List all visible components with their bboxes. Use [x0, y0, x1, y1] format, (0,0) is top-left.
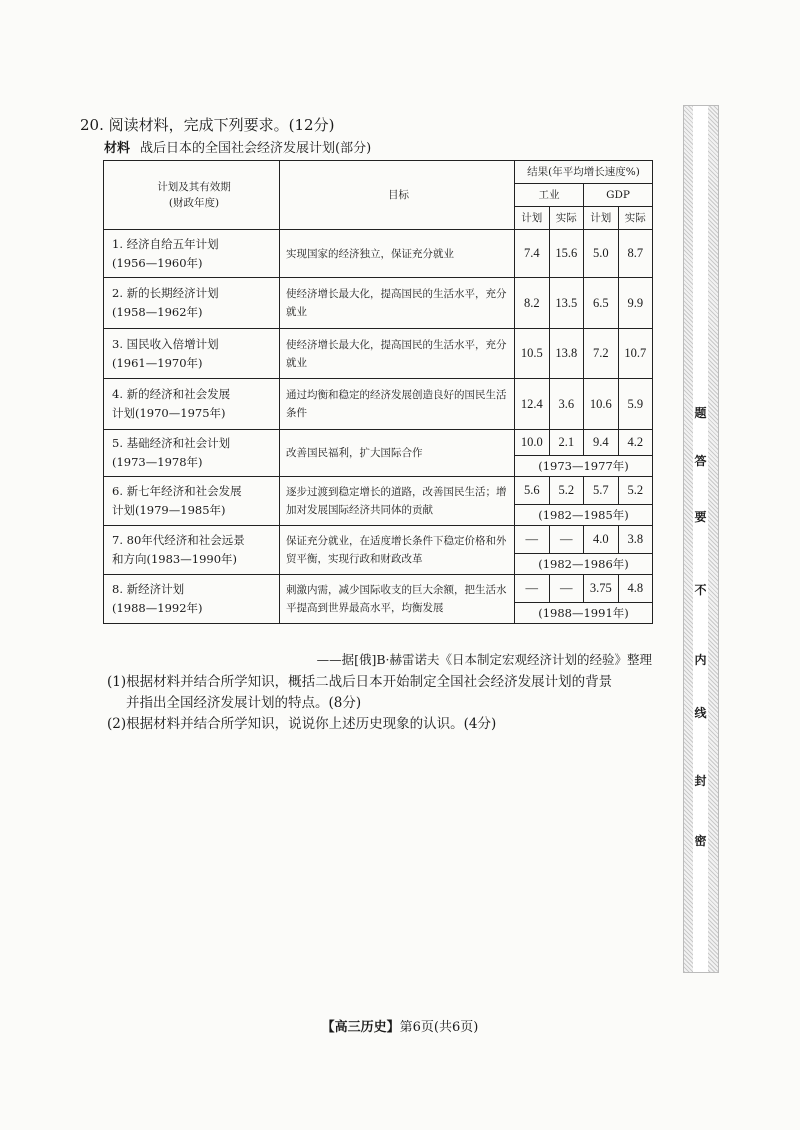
industry-actual: 3.6 — [549, 379, 584, 430]
industry-actual: 2.1 — [549, 430, 584, 456]
gdp-planned: 4.0 — [584, 526, 619, 554]
seal-char: 封 — [694, 774, 707, 788]
header-gdp-planned: 计划 — [584, 207, 619, 230]
plan-period: 和方向(1983—1990年) — [112, 552, 238, 566]
header-gdp-actual: 实际 — [618, 207, 653, 230]
plan-name: 4. 新的经济和社会发展 — [112, 387, 231, 401]
seal-char: 题 — [694, 406, 707, 420]
seal-char: 内 — [694, 653, 707, 667]
plan-cell — [104, 278, 280, 329]
header-goal: 目标 — [280, 161, 515, 230]
sub-question-2: (2)根据材料并结合所学知识，说说你上述历史现象的认识。(4分) — [107, 716, 497, 732]
table-row — [104, 329, 653, 379]
plan-period: (1961—1970年) — [112, 355, 203, 370]
industry-planned: 7.4 — [515, 230, 550, 278]
plan-name: 2. 新的长期经济计划 — [112, 286, 219, 300]
plan-period: 计划(1970—1975年) — [112, 406, 226, 420]
industry-actual: — — [549, 575, 584, 603]
plan-period: (1958—1962年) — [112, 305, 203, 319]
plan-cell — [104, 329, 280, 379]
industry-planned: 10.5 — [515, 329, 550, 379]
gdp-actual: 5.2 — [618, 477, 653, 505]
plan-name: 5. 基础经济和社会计划 — [112, 436, 231, 450]
sub-question-1: (1)根据材料并结合所学知识，概括二战后日本开始制定全国社会经济发展计划的背景 — [107, 674, 613, 690]
gdp-actual: 4.2 — [618, 430, 653, 456]
gdp-planned: 7.2 — [584, 329, 619, 379]
gdp-planned: 5.0 — [584, 230, 619, 278]
table-row — [104, 430, 653, 456]
plan-name: 3. 国民收入倍增计划 — [112, 336, 219, 351]
table-row — [104, 278, 653, 329]
gdp-planned: 3.75 — [584, 575, 619, 603]
plan-period: (1973—1978年) — [112, 455, 203, 469]
plan-name: 1. 经济自给五年计划 — [112, 236, 219, 251]
plan-period: (1956—1960年) — [112, 255, 203, 270]
gdp-actual: 4.8 — [618, 575, 653, 603]
gdp-planned: 6.5 — [584, 278, 619, 329]
seal-char: 线 — [694, 706, 707, 720]
gdp-actual: 8.7 — [618, 230, 653, 278]
result-period: (1982—1986年) — [515, 554, 653, 575]
header-plan-sub: (财政年度) — [168, 197, 220, 209]
question-title: 20. 阅读材料，完成下列要求。(12分) — [80, 116, 335, 134]
table-row — [104, 575, 653, 603]
header-result: 结果(年平均增长速度%) — [515, 161, 653, 184]
gdp-planned: 5.7 — [584, 477, 619, 505]
gdp-actual: 10.7 — [618, 329, 653, 379]
industry-planned: 12.4 — [515, 379, 550, 430]
material-caption-text: 战后日本的全国社会经济发展计划(部分) — [140, 141, 372, 156]
sub-questions — [107, 672, 667, 735]
industry-planned: 5.6 — [515, 477, 550, 505]
seal-char: 不 — [694, 583, 707, 597]
plan-name: 8. 新经济计划 — [112, 582, 185, 596]
header-industry: 工业 — [515, 184, 584, 207]
header-gdp: GDP — [584, 184, 653, 207]
gdp-actual: 9.9 — [618, 278, 653, 329]
seal-line-text-strip — [693, 106, 708, 972]
plan-table — [103, 160, 653, 624]
plan-period: 计划(1979—1985年) — [112, 503, 226, 517]
header-plan — [104, 161, 280, 230]
result-period: (1982—1985年) — [515, 505, 653, 526]
goal-cell: 逐步过渡到稳定增长的道路，改善国民生活；增加对发展国际经济共同体的贡献 — [280, 477, 515, 526]
plan-name: 6. 新七年经济和社会发展 — [112, 484, 242, 498]
table-row — [104, 379, 653, 430]
industry-actual: 15.6 — [549, 230, 584, 278]
goal-cell: 保证充分就业，在适度增长条件下稳定价格和外贸平衡，实现行政和财政改革 — [280, 526, 515, 575]
industry-actual: 5.2 — [549, 477, 584, 505]
seal-char: 要 — [694, 510, 707, 524]
goal-cell: 使经济增长最大化，提高国民的生活水平，充分就业 — [280, 329, 515, 379]
page-footer — [0, 1016, 800, 1035]
footer-subject: 【高三历史】 — [321, 1020, 400, 1035]
industry-planned: — — [515, 575, 550, 603]
header-industry-planned: 计划 — [515, 207, 550, 230]
plan-cell — [104, 526, 280, 575]
source-citation: ——据[俄]B·赫雷诺夫《日本制定宏观经济计划的经验》整理 — [316, 652, 652, 667]
goal-cell: 使经济增长最大化，提高国民的生活水平，充分就业 — [280, 278, 515, 329]
plan-cell — [104, 430, 280, 477]
material-label: 材料 — [104, 141, 131, 156]
industry-actual: — — [549, 526, 584, 554]
goal-cell: 改善国民福利，扩大国际合作 — [280, 430, 515, 477]
material-caption — [104, 137, 371, 156]
industry-planned: 10.0 — [515, 430, 550, 456]
gdp-planned: 10.6 — [584, 379, 619, 430]
sub-question-1-cont: 并指出全国经济发展计划的特点。(8分) — [126, 695, 362, 711]
seal-char: 密 — [694, 834, 707, 848]
goal-cell: 刺激内需，减少国际收支的巨大余额，把生活水平提高到世界最高水平，均衡发展 — [280, 575, 515, 624]
header-plan-text: 计划及其有效期 — [157, 181, 231, 193]
goal-cell: 通过均衡和稳定的经济发展创造良好的国民生活条件 — [280, 379, 515, 430]
header-industry-actual: 实际 — [549, 207, 584, 230]
plan-cell — [104, 230, 280, 278]
seal-line-strip — [683, 105, 719, 973]
result-period: (1988—1991年) — [515, 603, 653, 624]
gdp-planned: 9.4 — [584, 430, 619, 456]
result-period: (1973—1977年) — [515, 456, 653, 477]
gdp-actual: 5.9 — [618, 379, 653, 430]
table-row — [104, 477, 653, 505]
industry-actual: 13.8 — [549, 329, 584, 379]
table-row — [104, 230, 653, 278]
plan-cell — [104, 477, 280, 526]
industry-planned: — — [515, 526, 550, 554]
plan-cell — [104, 575, 280, 624]
footer-page: 第6页(共6页) — [399, 1020, 479, 1035]
table-row — [104, 526, 653, 554]
plan-cell — [104, 379, 280, 430]
seal-char: 答 — [694, 454, 707, 468]
industry-actual: 13.5 — [549, 278, 584, 329]
plan-period: (1988—1992年) — [112, 601, 203, 615]
gdp-actual: 3.8 — [618, 526, 653, 554]
plan-name: 7. 80年代经济和社会远景 — [112, 533, 245, 547]
goal-cell: 实现国家的经济独立，保证充分就业 — [280, 230, 515, 278]
industry-planned: 8.2 — [515, 278, 550, 329]
